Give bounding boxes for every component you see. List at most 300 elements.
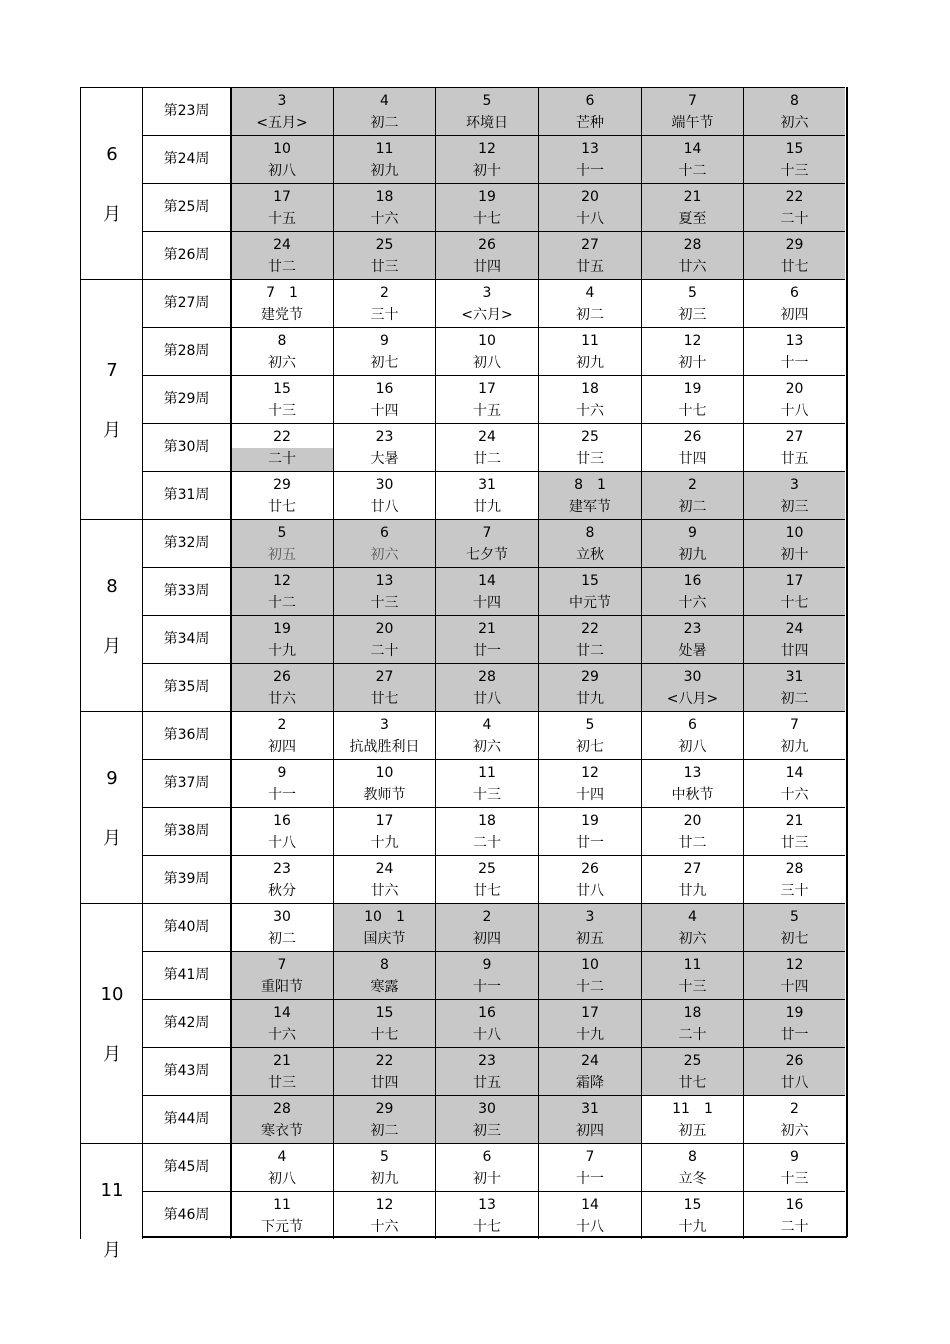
day-number: 5 [585,717,595,733]
day-cell [641,519,743,567]
lunar-date: 二十 [780,1219,809,1235]
day-number: 25 [478,861,496,877]
week-label: 第34周 [142,615,230,663]
lunar-date: 秋分 [268,883,296,899]
lunar-date: 二十 [678,1027,707,1043]
day-grid-left-border [230,87,232,1237]
day-cell [538,423,641,471]
lunar-date: 廿五 [780,451,809,467]
lunar-date: 十七 [370,1027,399,1043]
lunar-date: <八月> [666,691,719,707]
lunar-date: 廿八 [780,1075,809,1091]
lunar-date: 初十 [780,547,809,563]
lunar-date: 初四 [268,739,296,755]
day-number: 4 [688,909,697,925]
lunar-date: 初二 [268,931,296,947]
lunar-date: 国庆节 [363,931,406,947]
day-cell [230,375,333,423]
lunar-date: 十三 [780,163,809,179]
day-cell [333,999,435,1047]
day-number: 28 [273,1101,291,1117]
day-cell [641,135,743,183]
day-number: 27 [785,429,804,445]
week-label: 第35周 [142,663,230,711]
day-cell [435,615,538,663]
day-number: 27 [375,669,394,685]
lunar-date: 十八 [576,1219,604,1235]
day-cell [641,87,743,135]
day-cell [333,279,435,327]
day-number: 26 [581,861,599,877]
month-char: 月 [103,1044,121,1065]
month-char: 月 [103,1240,121,1261]
week-label: 第31周 [142,471,230,519]
lunar-date: 十七 [678,403,707,419]
lunar-date: 夏至 [678,211,707,227]
day-number: 21 [273,1053,291,1069]
month-cell [80,87,142,279]
lunar-date: 廿八 [473,691,501,707]
day-number: 9 [380,333,389,349]
lunar-date: 初八 [678,739,707,755]
day-number: 23 [683,621,702,637]
day-cell [333,519,435,567]
lunar-date: 十四 [370,403,399,419]
day-cell [230,1143,333,1191]
day-cell [230,759,333,807]
day-cell [333,471,435,519]
day-cell [230,1095,333,1143]
month-char: 月 [103,828,121,849]
week-label: 第41周 [142,951,230,999]
day-cell [641,183,743,231]
day-number: 18 [375,189,394,205]
day-cell [743,663,845,711]
day-cell [641,711,743,759]
day-cell [538,135,641,183]
day-cell [641,327,743,375]
day-cell [333,1191,435,1239]
day-cell [230,1047,333,1095]
lunar-date: 寒露 [370,979,399,995]
day-cell [333,615,435,663]
day-cell [538,519,641,567]
day-number: 17 [581,1005,599,1021]
week-label: 第23周 [142,87,230,135]
day-cell [743,615,845,663]
day-number: 19 [683,381,702,397]
day-number: 13 [581,141,599,157]
lunar-date: 廿四 [678,451,707,467]
day-number: 21 [683,189,702,205]
day-cell [333,231,435,279]
day-cell [538,327,641,375]
day-number: 29 [273,477,291,493]
day-cell [435,1191,538,1239]
day-number: 2 [688,477,697,493]
day-number: 24 [478,429,496,445]
day-cell [641,615,743,663]
day-number: 30 [375,477,394,493]
lunar-date: 初九 [370,1171,399,1187]
lunar-date: 初七 [370,355,399,371]
month-number: 7 [106,360,118,381]
lunar-date: 十六 [370,1219,399,1235]
day-number: 12 [273,573,291,589]
day-number: 23 [375,429,394,445]
month-number: 6 [106,144,118,165]
day-cell [538,567,641,615]
day-number: 12 [375,1197,394,1213]
day-cell [641,759,743,807]
day-cell [743,567,845,615]
day-cell [743,327,845,375]
day-cell [230,1191,333,1239]
day-number: 8 1 [574,477,606,493]
day-number: 7 1 [266,285,298,301]
lunar-date: 二十 [268,451,296,467]
lunar-date: 十七 [780,595,809,611]
lunar-date: 十七 [473,1219,501,1235]
day-number: 5 [380,1149,389,1165]
lunar-date: 廿七 [370,691,399,707]
lunar-date: 初二 [370,1123,399,1139]
day-number: 11 1 [672,1101,713,1117]
day-cell [230,231,333,279]
day-number: 16 [375,381,394,397]
day-number: 2 [380,285,389,301]
lunar-date: 十八 [780,403,809,419]
day-number: 27 [581,237,599,253]
day-cell [230,135,333,183]
day-number: 30 [478,1101,496,1117]
day-number: 25 [683,1053,702,1069]
day-number: 5 [482,93,492,109]
day-cell [538,471,641,519]
lunar-date: 十八 [268,835,296,851]
day-cell [641,279,743,327]
day-cell [230,615,333,663]
lunar-date: 抗战胜利日 [349,739,420,755]
day-cell [743,855,845,903]
week-label: 第42周 [142,999,230,1047]
day-cell [333,1095,435,1143]
day-cell [333,183,435,231]
lunar-date: 立秋 [576,547,604,563]
day-cell [333,951,435,999]
week-label: 第28周 [142,327,230,375]
day-cell [333,423,435,471]
day-cell [743,519,845,567]
week-label: 第38周 [142,807,230,855]
day-number: 19 [478,189,496,205]
lunar-date: 廿九 [576,691,604,707]
day-cell [743,1143,845,1191]
day-cell [230,807,333,855]
day-cell [538,951,641,999]
lunar-date: 下元节 [261,1219,303,1235]
day-number: 14 [478,573,496,589]
day-cell [743,231,845,279]
day-number: 7 [482,525,492,541]
lunar-date: 三十 [780,883,809,899]
lunar-date: 初二 [678,499,707,515]
lunar-date: 十二 [576,979,604,995]
month-cell [80,519,142,711]
day-cell [641,663,743,711]
day-number: 25 [581,429,599,445]
lunar-date: 廿七 [268,499,296,515]
day-cell [743,1095,845,1143]
day-number: 8 [380,957,389,973]
week-label: 第40周 [142,903,230,951]
day-number: 5 [688,285,697,301]
day-cell [743,279,845,327]
week-label: 第43周 [142,1047,230,1095]
lunar-date: 廿一 [473,643,501,659]
day-cell [435,279,538,327]
day-number: 26 [683,429,702,445]
day-number: 4 [277,1149,287,1165]
day-cell [435,711,538,759]
lunar-date: 廿九 [678,883,707,899]
lunar-date: 廿五 [576,259,604,275]
day-cell [333,87,435,135]
lunar-date: 初九 [370,163,399,179]
day-cell [230,711,333,759]
week-label: 第26周 [142,231,230,279]
day-number: 9 [688,525,697,541]
day-number: 7 [585,1149,595,1165]
lunar-date: 初三 [473,1123,501,1139]
day-number: 10 [375,765,394,781]
day-cell [333,135,435,183]
day-number: 8 [790,93,799,109]
day-cell [641,423,743,471]
lunar-date: 初五 [576,931,604,947]
day-number: 7 [790,717,799,733]
lunar-date: 二十 [780,211,809,227]
lunar-date: 初四 [780,307,809,323]
day-number: 13 [478,1197,496,1213]
lunar-date: 廿八 [370,499,399,515]
table-bottom-border [142,1236,847,1238]
day-number: 15 [375,1005,394,1021]
day-number: 3 [277,93,287,109]
lunar-date: 初九 [780,739,809,755]
lunar-date: 七夕节 [466,547,508,563]
week-label: 第29周 [142,375,230,423]
day-number: 18 [683,1005,702,1021]
lunar-date: 廿一 [576,835,604,851]
day-cell [333,1047,435,1095]
day-number: 20 [683,813,702,829]
week-label: 第36周 [142,711,230,759]
lunar-date: 十二 [268,595,296,611]
day-cell [333,903,435,951]
day-cell [538,1095,641,1143]
lunar-date: 建军节 [569,499,611,515]
lunar-date: 十六 [780,787,809,803]
day-number: 19 [785,1005,804,1021]
day-cell [743,759,845,807]
lunar-date: 廿三 [576,451,604,467]
day-number: 6 [790,285,799,301]
lunar-date: 初二 [370,115,399,131]
day-number: 7 [277,957,287,973]
month-cell [80,903,142,1143]
day-cell [230,327,333,375]
week-label: 第33周 [142,567,230,615]
day-number: 4 [482,717,492,733]
day-number: 17 [273,189,291,205]
day-number: 16 [478,1005,496,1021]
day-number: 25 [375,237,394,253]
day-number: 29 [581,669,599,685]
day-cell [435,1047,538,1095]
day-cell [230,279,333,327]
lunar-date: <五月> [256,115,308,131]
day-cell [333,807,435,855]
day-number: 22 [375,1053,394,1069]
day-cell [435,855,538,903]
day-cell [333,375,435,423]
day-number: 31 [581,1101,599,1117]
lunar-date: 初四 [576,1123,604,1139]
lunar-date: 中元节 [569,595,611,611]
day-number: 12 [478,141,496,157]
day-cell [230,951,333,999]
day-cell [743,183,845,231]
lunar-date: 初八 [268,1171,296,1187]
month-char: 月 [103,636,121,657]
day-cell [435,471,538,519]
lunar-date: 十四 [576,787,604,803]
lunar-date: 寒衣节 [261,1123,303,1139]
day-cell [743,999,845,1047]
lunar-date: 十六 [678,595,707,611]
lunar-date: 廿六 [268,691,296,707]
day-number: 13 [375,573,394,589]
day-number: 15 [273,381,291,397]
lunar-date: 初九 [678,547,707,563]
lunar-date: 初三 [678,307,707,323]
lunar-date: 廿六 [370,883,399,899]
day-number: 19 [273,621,291,637]
lunar-date: 十六 [268,1027,296,1043]
lunar-date: 十五 [268,211,296,227]
day-number: 28 [785,861,804,877]
day-number: 10 [581,957,599,973]
day-number: 18 [478,813,496,829]
lunar-date: 处暑 [678,643,707,659]
day-cell [435,1143,538,1191]
lunar-date: 十六 [370,211,399,227]
day-cell [435,567,538,615]
day-cell [230,471,333,519]
day-number: 3 [482,285,492,301]
lunar-date: 廿三 [268,1075,296,1091]
lunar-date: 廿七 [678,1075,707,1091]
day-cell [743,423,845,471]
day-cell [743,471,845,519]
lunar-date: 十九 [678,1219,707,1235]
month-cell [80,711,142,903]
day-number: 6 [380,525,389,541]
lunar-date: 十九 [576,1027,604,1043]
lunar-date: 初十 [473,163,501,179]
day-cell [641,471,743,519]
day-number: 28 [478,669,496,685]
month-number: 10 [100,984,124,1005]
day-cell [230,903,333,951]
day-number: 24 [375,861,394,877]
day-number: 9 [482,957,492,973]
week-label: 第46周 [142,1191,230,1239]
lunar-date: 初七 [780,931,809,947]
day-number: 24 [273,237,291,253]
day-number: 16 [273,813,291,829]
day-cell [641,567,743,615]
lunar-date: 廿九 [473,499,501,515]
day-cell [435,1095,538,1143]
lunar-date: 初二 [576,307,604,323]
lunar-date: 十八 [576,211,604,227]
day-number: 14 [683,141,702,157]
day-cell [230,87,333,135]
day-number: 11 [478,765,496,781]
day-number: 26 [785,1053,804,1069]
day-cell [538,231,641,279]
lunar-date: 初十 [473,1171,501,1187]
day-cell [230,183,333,231]
day-number: 16 [785,1197,804,1213]
day-cell [538,711,641,759]
day-number: 22 [273,429,291,445]
month-cell [80,279,142,519]
day-cell [641,855,743,903]
lunar-date: 十三 [370,595,399,611]
day-cell [641,807,743,855]
day-number: 26 [273,669,291,685]
day-cell [538,807,641,855]
lunar-date: 二十 [473,835,501,851]
lunar-date: 环境日 [466,115,508,131]
day-cell [230,999,333,1047]
lunar-date: 初四 [473,931,501,947]
lunar-date: 廿三 [370,259,399,275]
day-number: 8 [688,1149,697,1165]
day-cell [230,567,333,615]
month-char: 月 [103,420,121,441]
month-number: 9 [106,768,118,789]
lunar-date: 十五 [473,403,501,419]
day-number: 22 [581,621,599,637]
day-number: 13 [683,765,702,781]
day-number: 28 [683,237,702,253]
day-number: 23 [273,861,291,877]
lunar-date: 廿二 [678,835,707,851]
lunar-date: 十三 [268,403,296,419]
month-cell [80,1143,142,1261]
day-cell [743,135,845,183]
lunar-date: 初八 [268,163,296,179]
day-number: 8 [585,525,595,541]
day-cell [743,1191,845,1239]
day-number: 2 [277,717,287,733]
month-number: 11 [100,1180,124,1201]
day-number: 17 [478,381,496,397]
